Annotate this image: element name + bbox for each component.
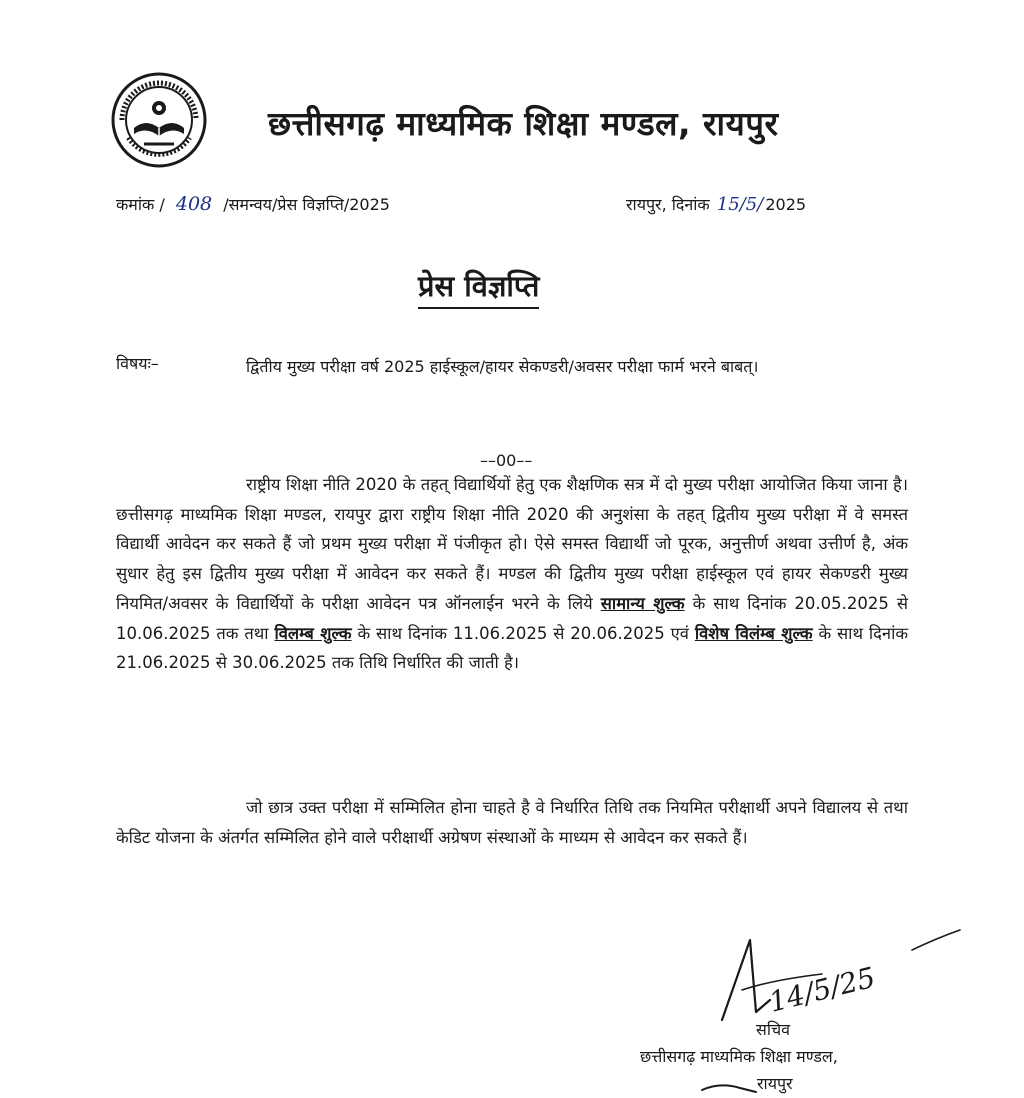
fee-special: विशेष विलंम्ब शुल्क: [694, 623, 813, 643]
fee-normal: सामान्य शुल्क: [600, 593, 685, 613]
initial-mark: [700, 1078, 760, 1096]
subject-label: विषयः–: [116, 354, 159, 373]
signatory-title: सचिव: [756, 1020, 791, 1039]
signature-date: 14/5/25: [765, 960, 879, 1019]
para1-part-c: के साथ दिनांक 11.06.2025 से 20.06.2025 एवं: [351, 623, 695, 643]
board-name-heading: छत्तीसगढ़ माध्यमिक शिक्षा मण्डल, रायपुर: [268, 104, 779, 143]
date-line: [626, 193, 806, 215]
document-title: प्रेस विज्ञप्ति: [418, 266, 539, 309]
date-year: 2025: [765, 195, 807, 214]
signatory-org: छत्तीसगढ़ माध्यमिक शिक्षा मण्डल,: [640, 1047, 838, 1066]
para1-part-b: के साथ दिनांक 20.05.2025 से 10.06.2025 तक तथा: [116, 593, 908, 643]
date-prefix: रायपुर, दिनांक: [626, 195, 710, 214]
body-paragraph-2: जो छात्र उक्त परीक्षा में सम्मिलित होना चाहते है वे निर्धारित तिथि तक नियमित परीक्षार्थी अपने विद्यालय से तथा केडिट योजना के अंतर्गत सम्मिलित होने वाले परीक्षार्थी अग्रेषण संस्थाओं के माध्यम से आवेदन कर सकते हैं।: [116, 798, 908, 847]
date-handwritten: 15/5/: [716, 194, 764, 215]
subject-text: द्वितीय मुख्य परीक्षा वर्ष 2025 हाईस्कूल/हायर सेकण्डरी/अवसर परीक्षा फार्म भरने बाबत्।: [246, 357, 759, 376]
fee-late: विलम्ब शुल्क: [274, 623, 352, 643]
reference-number: 408: [175, 193, 213, 215]
reference-prefix: कमांक /: [116, 195, 165, 214]
para1-part-a: राष्ट्रीय शिक्षा नीति 2020 के तहत् विद्यार्थियों हेतु एक शैक्षणिक सत्र में दो मुख्य परीक्षा आयोजित किया जाना है। छत्तीसगढ़ माध्यमिक शिक्षा मण्डल, रायपुर द्वारा राष्ट्रीय शिक्षा नीति 2020 की अनुशंसा के तहत् द्वितीय मुख्य परीक्षा में वे समस्त विद्यार्थी आवेदन कर सकते हैं जो प्रथम मुख्य परीक्षा में पंजीकृत हो। ऐसे समस्त विद्यार्थी जो पूरक, अनुत्तीर्ण अथवा उत्तीर्ण है, अंक सुधार हेतु इस द्वितीय मुख्य परीक्षा में आवेदन कर सकते हैं। मण्डल की द्वितीय मुख्य परीक्षा हाईस्कूल एवं हायर सेकण्डरी मुख्य नियमित/अवसर के विद्यार्थियों के परीक्षा आवेदन पत्र ऑनलाईन भरने के लिये: [116, 475, 908, 613]
reference-line: [116, 193, 390, 215]
handwritten-signature: [712, 920, 962, 1030]
board-seal-logo: [104, 70, 214, 170]
para1-part-d: के साथ दिनांक 21.06.2025 से 30.06.2025 तक तिथि निर्धारित की जाती है।: [116, 623, 909, 673]
signatory-city: रायपुर: [757, 1074, 793, 1093]
reference-suffix: /समन्वय/प्रेस विज्ञप्ति/2025: [223, 195, 390, 214]
body-paragraph-1: [116, 470, 908, 678]
separator: ––00––: [480, 451, 533, 470]
